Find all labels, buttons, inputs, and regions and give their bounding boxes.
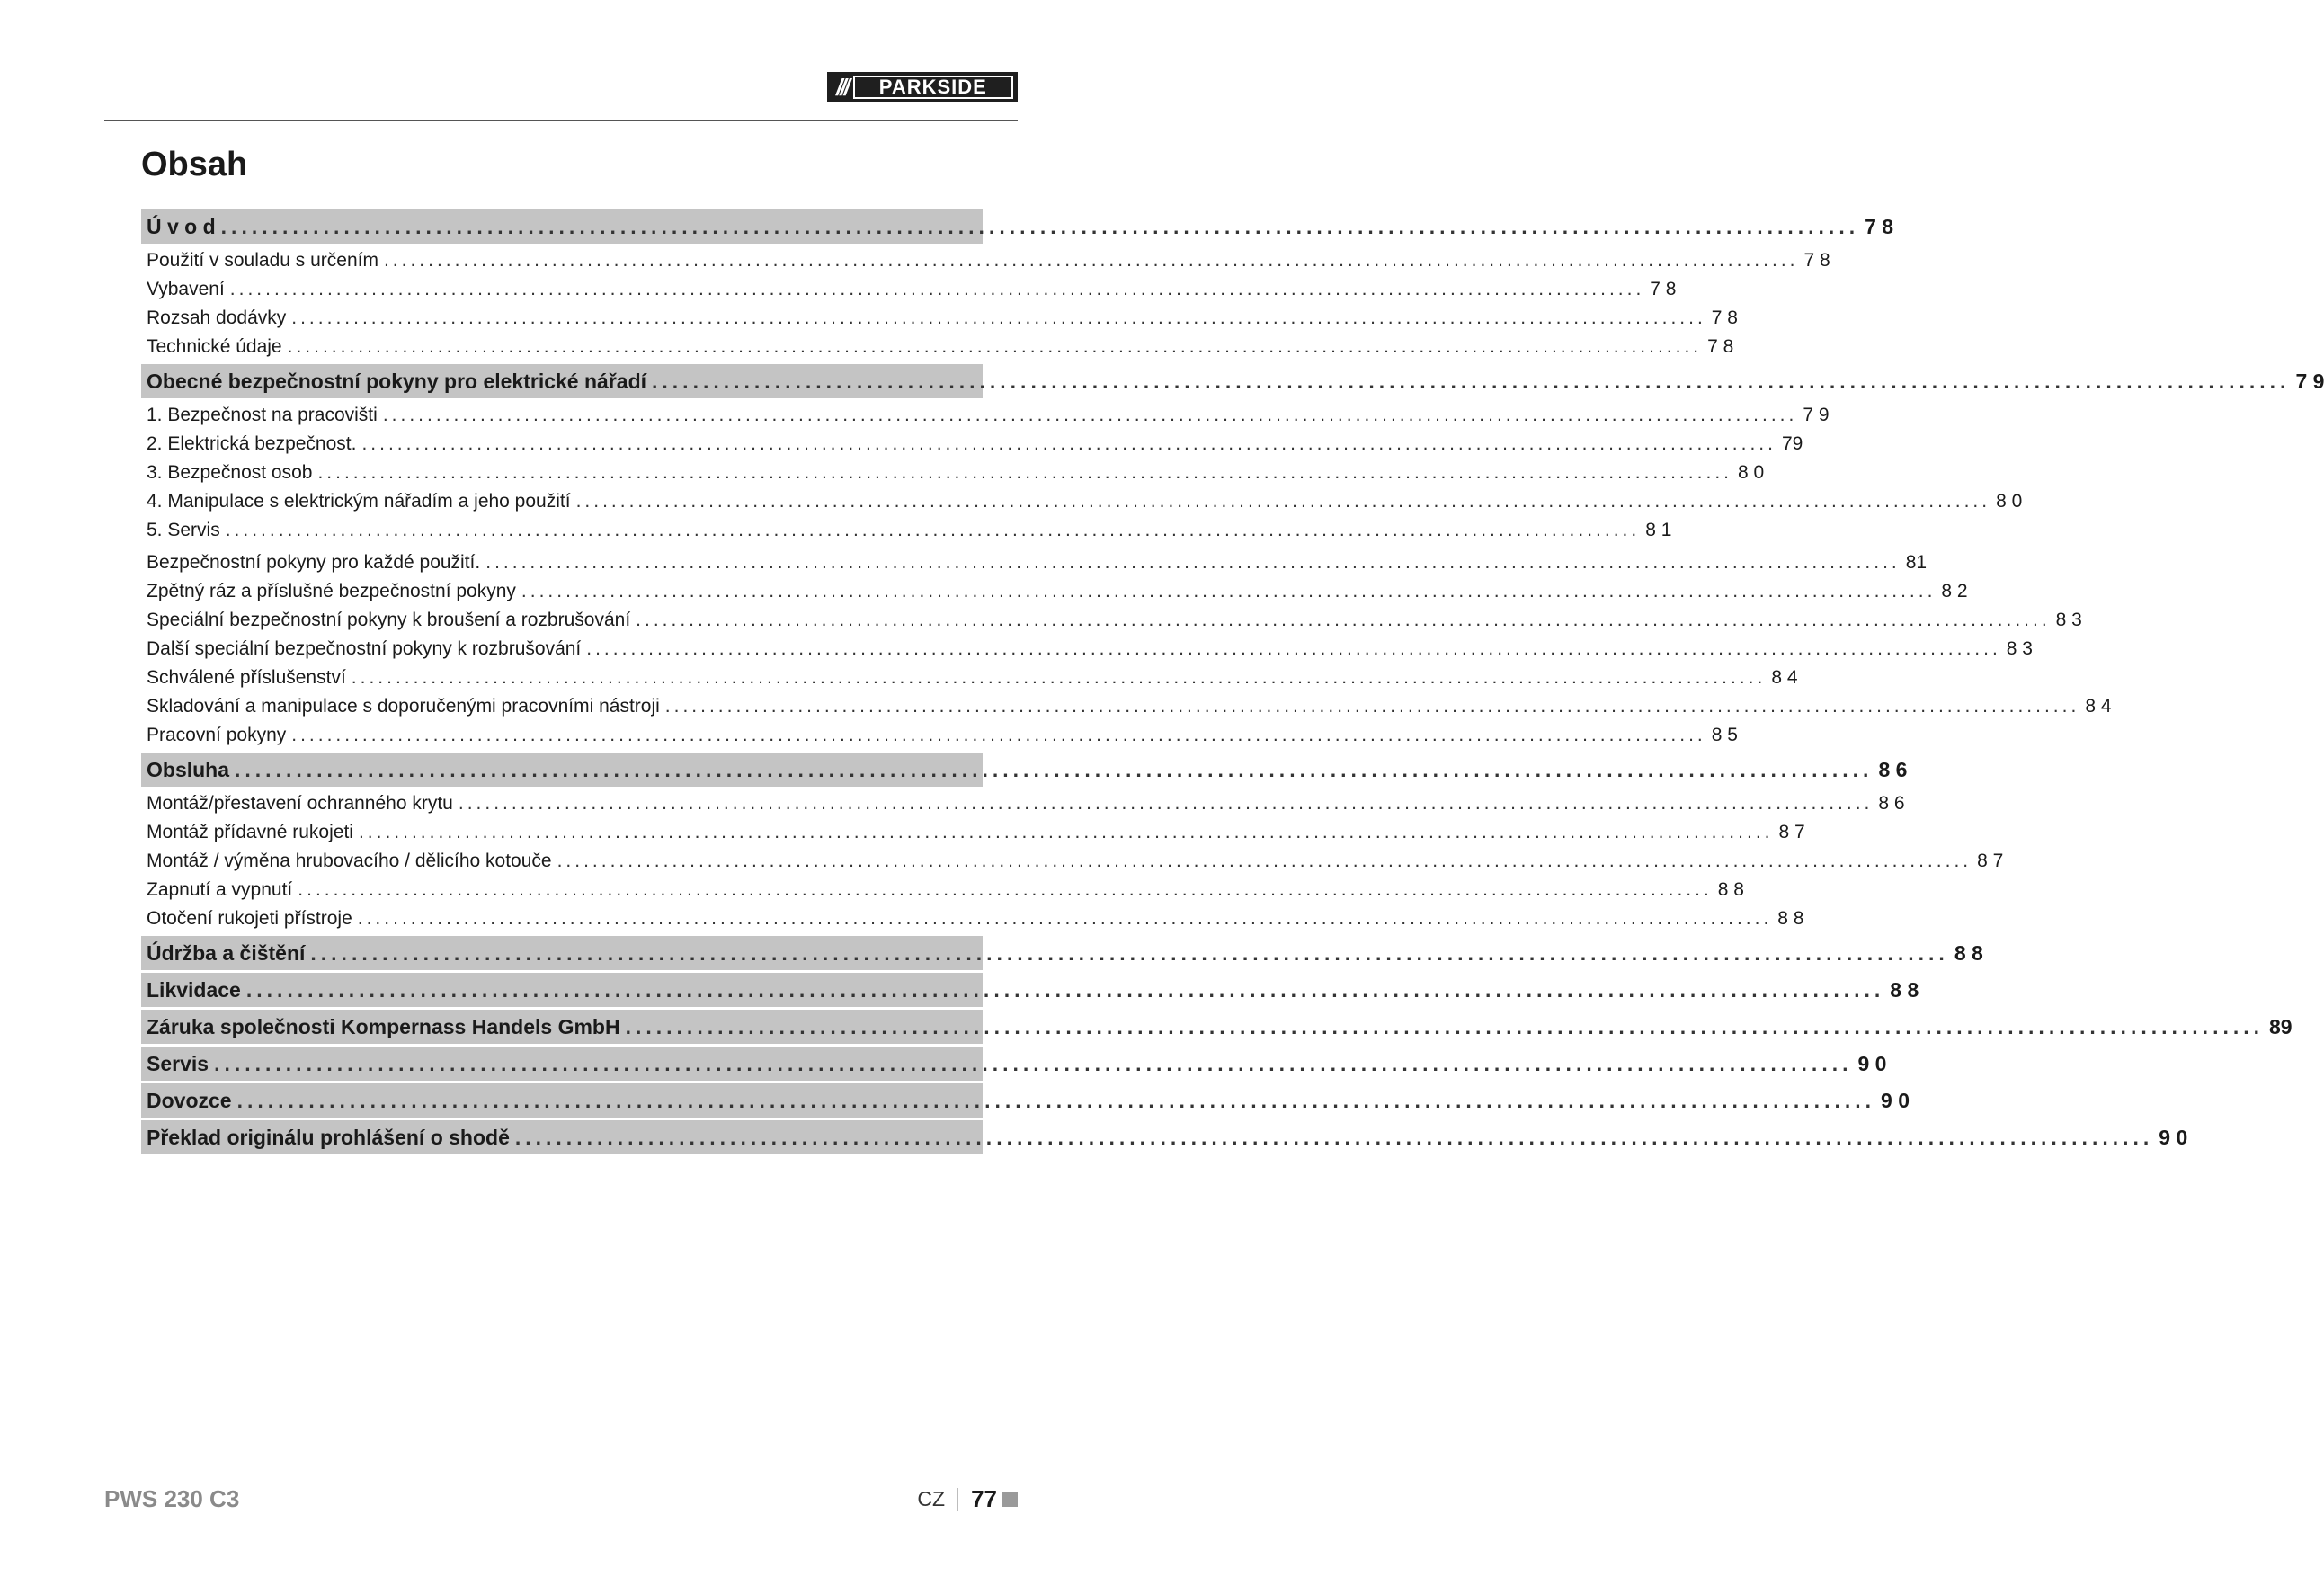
toc-leader-dots: ................................................................................................................................................................ <box>225 520 1641 540</box>
footer-page-info <box>917 1485 1018 1513</box>
toc-section-heading[interactable] <box>141 753 1908 787</box>
toc-page-number: 7 8 <box>1711 307 1738 328</box>
toc-entry[interactable] <box>141 430 1803 459</box>
toc-page-number: 8 8 <box>1890 978 1919 1002</box>
toc-entry[interactable] <box>141 635 2033 664</box>
toc-page-number: 9 0 <box>2159 1126 2188 1149</box>
toc-label: Otočení rukojeti přístroje <box>147 908 352 929</box>
toc-leader-dots: ................................................................................................................................................................ <box>291 725 1706 745</box>
toc-section-heading[interactable] <box>141 936 1983 970</box>
toc-page-number: 8 0 <box>1996 491 2023 512</box>
toc-page-number: 8 6 <box>1878 758 1908 781</box>
toc-entry[interactable] <box>141 275 1677 304</box>
page-title: Obsah <box>141 146 248 183</box>
toc-page-number: 8 7 <box>1977 851 2004 871</box>
parkside-logo <box>827 72 1018 102</box>
toc-page-number: 7 9 <box>2295 370 2324 393</box>
toc-page-number: 8 3 <box>2006 638 2033 659</box>
toc-entry[interactable] <box>141 577 1968 606</box>
toc-entry[interactable] <box>141 692 2112 721</box>
logo-brand: PARKSIDE <box>853 76 1013 99</box>
toc-leader-dots: ................................................................................................................................................................ <box>310 941 1949 965</box>
toc-label: Speciální bezpečnostní pokyny k broušení a rozbrušování <box>147 610 631 630</box>
toc-entry[interactable] <box>141 606 2082 635</box>
toc-label: Obecné bezpečnostní pokyny pro elektrické nářadí <box>147 370 647 393</box>
toc-section-heading[interactable] <box>141 209 1894 244</box>
toc-label: Pracovní pokyny <box>147 725 287 745</box>
toc-page-number: 8 5 <box>1711 725 1738 745</box>
table-of-contents <box>141 207 2324 1157</box>
toc-leader-dots: ................................................................................................................................................................ <box>557 851 1972 871</box>
toc-label: Bezpečnostní pokyny pro každé použití. <box>147 552 481 573</box>
toc-label: Likvidace <box>147 978 241 1002</box>
toc-page-number: 8 4 <box>1771 667 1798 688</box>
toc-label: Další speciální bezpečnostní pokyny k rozbrušování <box>147 638 582 659</box>
toc-label: Překlad originálu prohlášení o shodě <box>147 1126 510 1149</box>
toc-page-number: 7 9 <box>1803 405 1830 425</box>
page-marker-square <box>1002 1492 1018 1507</box>
toc-label: Záruka společnosti Kompernass Handels GmbH <box>147 1015 620 1038</box>
toc-label: Zpětný ráz a příslušné bezpečnostní pokyny <box>147 581 516 601</box>
toc-section-heading[interactable] <box>141 1120 2188 1154</box>
toc-leader-dots: ................................................................................................................................................................ <box>361 433 1776 454</box>
toc-entry[interactable] <box>141 548 1928 577</box>
toc-leader-dots: ................................................................................................................................................................ <box>236 1089 1876 1112</box>
toc-leader-dots: ................................................................................................................................................................ <box>514 1126 2154 1149</box>
toc-page-number: 8 0 <box>1737 462 1765 483</box>
toc-entry[interactable] <box>141 876 1744 904</box>
toc-entry[interactable] <box>141 818 1805 847</box>
toc-leader-dots: ................................................................................................................................................................ <box>625 1015 2265 1038</box>
toc-entry[interactable] <box>141 721 1738 750</box>
toc-entry[interactable] <box>141 516 1672 545</box>
language-code: CZ <box>917 1487 946 1510</box>
toc-page-number: 89 <box>2269 1015 2293 1038</box>
toc-leader-dots: ................................................................................................................................................................ <box>220 215 1860 238</box>
toc-section-heading[interactable] <box>141 973 1919 1007</box>
toc-label: Montáž / výměna hrubovacího / dělicího kotouče <box>147 851 552 871</box>
toc-section-heading[interactable] <box>141 1047 1887 1081</box>
toc-leader-dots: ................................................................................................................................................................ <box>383 250 1799 271</box>
toc-label: Vybavení <box>147 279 225 299</box>
toc-page-number: 7 8 <box>1707 336 1734 357</box>
toc-section-heading[interactable] <box>141 1083 1910 1118</box>
toc-label: Použití v souladu s určením <box>147 250 378 271</box>
header-rule <box>104 120 1018 121</box>
toc-page-number: 8 2 <box>1941 581 1968 601</box>
toc-page-number: 8 4 <box>2085 696 2112 717</box>
page-number: 77 <box>971 1485 997 1512</box>
toc-section-heading[interactable] <box>141 1010 2293 1044</box>
toc-label: Dovozce <box>147 1089 232 1112</box>
toc-page-number: 7 8 <box>1865 215 1894 238</box>
toc-page-number: 9 0 <box>1881 1089 1910 1112</box>
toc-label: Obsluha <box>147 758 230 781</box>
toc-page-number: 7 8 <box>1650 279 1677 299</box>
toc-leader-dots: ................................................................................................................................................................ <box>586 638 2001 659</box>
toc-label: Montáž/přestavení ochranného krytu <box>147 793 453 814</box>
toc-leader-dots: ................................................................................................................................................................ <box>575 491 1991 512</box>
toc-label: Zapnutí a vypnutí <box>147 879 293 900</box>
toc-label: Skladování a manipulace s doporučenými pracovními nástroji <box>147 696 660 717</box>
toc-leader-dots: ................................................................................................................................................................ <box>351 667 1767 688</box>
toc-label: 1. Bezpečnost na pracovišti <box>147 405 378 425</box>
toc-leader-dots: ................................................................................................................................................................ <box>245 978 1885 1002</box>
toc-leader-dots: ................................................................................................................................................................ <box>291 307 1706 328</box>
model-number: PWS 230 C3 <box>104 1485 240 1512</box>
toc-leader-dots: ................................................................................................................................................................ <box>382 405 1798 425</box>
footer-divider <box>957 1488 958 1511</box>
toc-leader-dots: ................................................................................................................................................................ <box>317 462 1732 483</box>
toc-page-number: 8 3 <box>2055 610 2082 630</box>
toc-entry[interactable] <box>141 304 1738 333</box>
toc-page-number: 9 0 <box>1857 1052 1887 1075</box>
toc-page-number: 79 <box>1781 433 1803 454</box>
toc-leader-dots: ................................................................................................................................................................ <box>287 336 1703 357</box>
toc-label: Technické údaje <box>147 336 282 357</box>
toc-label: 4. Manipulace s elektrickým nářadím a jeho použití <box>147 491 571 512</box>
toc-leader-dots: ................................................................................................................................................................ <box>485 552 1901 573</box>
toc-page-number: 8 8 <box>1954 941 1983 965</box>
toc-section-heading[interactable] <box>141 364 2324 398</box>
toc-entry[interactable] <box>141 401 1830 430</box>
toc-leader-dots: ................................................................................................................................................................ <box>636 610 2051 630</box>
toc-label: Ú v o d <box>147 215 216 238</box>
toc-label: Schválené příslušenství <box>147 667 346 688</box>
toc-leader-dots: ................................................................................................................................................................ <box>357 908 1773 929</box>
toc-leader-dots: ................................................................................................................................................................ <box>521 581 1937 601</box>
logo-slashes: /// <box>836 74 848 101</box>
toc-leader-dots: ................................................................................................................................................................ <box>664 696 2080 717</box>
toc-label: Montáž přídavné rukojeti <box>147 822 353 842</box>
toc-entry[interactable] <box>141 487 2023 516</box>
toc-page-number: 81 <box>1905 552 1928 573</box>
toc-page-number: 8 1 <box>1645 520 1672 540</box>
toc-entry[interactable] <box>141 789 1905 818</box>
toc-entry[interactable] <box>141 664 1798 692</box>
toc-leader-dots: ................................................................................................................................................................ <box>235 758 1874 781</box>
toc-leader-dots: ................................................................................................................................................................ <box>298 879 1713 900</box>
toc-page-number: 8 7 <box>1778 822 1805 842</box>
toc-label: 5. Servis <box>147 520 220 540</box>
toc-leader-dots: ................................................................................................................................................................ <box>229 279 1645 299</box>
toc-page-number: 8 6 <box>1878 793 1905 814</box>
toc-label: Servis <box>147 1052 209 1075</box>
toc-entry[interactable] <box>141 459 1765 487</box>
toc-leader-dots: ................................................................................................................................................................ <box>214 1052 1853 1075</box>
toc-leader-dots: ................................................................................................................................................................ <box>458 793 1874 814</box>
toc-entry[interactable] <box>141 333 1734 361</box>
toc-label: 2. Elektrická bezpečnost. <box>147 433 357 454</box>
toc-entry[interactable] <box>141 847 2004 876</box>
toc-page-number: 8 8 <box>1777 908 1804 929</box>
toc-label: Rozsah dodávky <box>147 307 287 328</box>
toc-page-number: 7 8 <box>1803 250 1830 271</box>
toc-label: 3. Bezpečnost osob <box>147 462 313 483</box>
toc-page-number: 8 8 <box>1717 879 1744 900</box>
toc-entry[interactable] <box>141 246 1830 275</box>
toc-entry[interactable] <box>141 904 1804 933</box>
toc-leader-dots: ................................................................................................................................................................ <box>358 822 1774 842</box>
toc-label: Údržba a čištění <box>147 941 306 965</box>
toc-leader-dots: ................................................................................................................................................................ <box>652 370 2291 393</box>
